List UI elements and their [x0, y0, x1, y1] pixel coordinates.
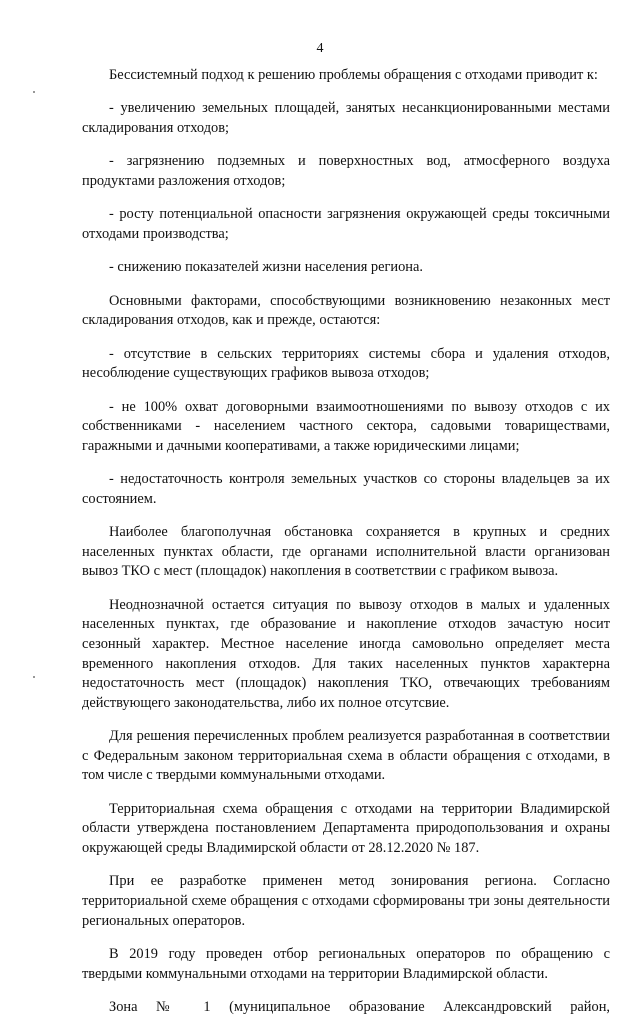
list-item-land-area: - увеличению земельных площадей, занятых несанкционированными местами складирования отходов;	[82, 100, 610, 136]
page-number: 4	[316, 41, 324, 56]
list-item-living-standards: - снижению показателей жизни населения региона.	[109, 259, 423, 276]
paragraph-operator-selection: В 2019 году проведен отбор региональных операторов по обращению с твердыми коммунальными отходами на территории Владимирской области.	[82, 945, 610, 982]
list-item-contract-coverage: - не 100% охват договорными взаимоотношениями по вывозу отходов с их собственниками - населением частного сектора, садовыми товариществами, гаражными и дачными кооперативами, а также юридическими лицами;	[82, 398, 610, 454]
paragraph-territorial-scheme: Для решения перечисленных проблем реализуется разработанная в соответствии с Федеральным законом территориальная схема в области обращения с отходами, в том числе с твердыми коммунальными отходами.	[82, 728, 610, 784]
list-item-toxic-waste: - росту потенциальной опасности загрязнения окружающей среды токсичными отходами производства;	[82, 206, 610, 242]
paragraph-small-settlements: Неоднозначной остается ситуация по вывозу отходов в малых и удаленных населенных пунктах, где образование и накопление отходов зачастую носит сезонный характер. Местное население иногда самовольно определяет места временного накопления отходов. Для таких населенных пунктов характерна недостаточность мест (площадок) накопления ТКО, отвечающих требованиям действующего законодательства, либо их полное отсутсвие.	[82, 596, 610, 711]
paragraph-large-settlements: Наиболее благополучная обстановка сохраняется в крупных и средних населенных пунктах области, где органами исполнительной власти организован вывоз ТКО с мест (площадок) накопления в соответствии с графиком вывоза.	[82, 524, 610, 580]
paragraph-zone-1: Зона № 1 (муниципальное образование Александровский район,	[109, 998, 610, 1015]
margin-mark	[33, 676, 35, 678]
paragraph-factors: Основными факторами, способствующими возникновению незаконных мест складирования отходов, как и прежде, остаются:	[82, 292, 610, 329]
list-item-land-control: - недостаточность контроля земельных участков со стороны владельцев за их состоянием.	[82, 471, 610, 507]
document-body	[82, 66, 610, 1018]
paragraph-zoning: При ее разработке применен метод зонирования региона. Согласно территориальной схеме обращения с отходами сформированы три зоны деятельности региональных операторов.	[82, 873, 610, 929]
paragraph-intro: Бессистемный подход к решению проблемы обращения с отходами приводит к:	[109, 67, 598, 83]
list-item-water-air: - загрязнению подземных и поверхностных вод, атмосферного воздуха продуктами разложения отходов;	[82, 153, 610, 189]
list-item-rural-collection: - отсутствие в сельских территориях системы сбора и удаления отходов, несоблюдение существующих графиков вывоза отходов;	[82, 345, 610, 382]
margin-mark	[33, 91, 35, 93]
paragraph-scheme-approval: Территориальная схема обращения с отходами на территории Владимирской области утверждена постановлением Департамента природопользования и охраны окружающей среды Владимирской области от 28.12.2020 № 187.	[82, 800, 610, 856]
